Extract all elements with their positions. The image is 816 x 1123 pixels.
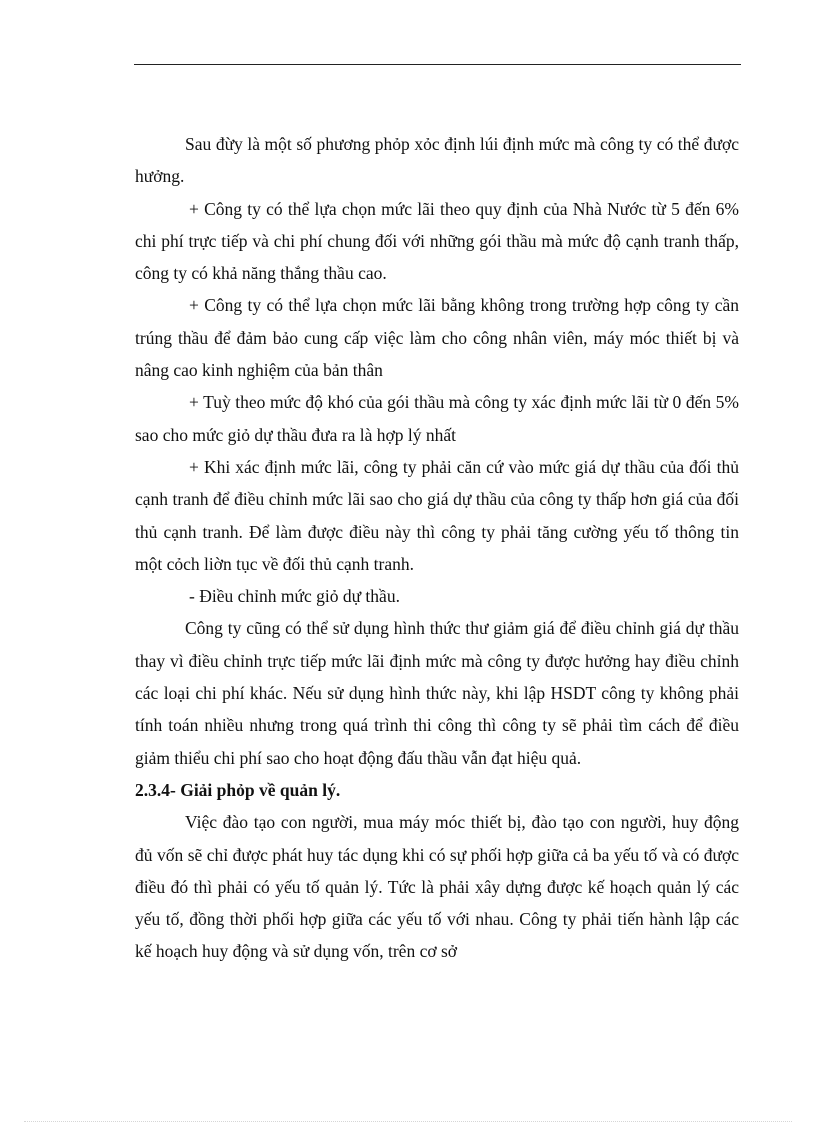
paragraph-intro: Sau đừy là một số phương phỏp xỏc định lúi định mức mà công ty có thể được hưởng. xyxy=(135,134,739,187)
page-bottom-rule xyxy=(24,1121,792,1122)
section-heading: 2.3.4- Giải phỏp về quản lý. xyxy=(135,779,341,800)
paragraph-option-1: + Công ty có thể lựa chọn mức lãi theo quy định của Nhà Nước từ 5 đến 6% chi phí trực tiếp và chi phí chung đối với những gói thầu mà mức độ cạnh tranh thấp, công ty có khả năng thắng thầu cao. xyxy=(135,198,739,284)
paragraph-management: Việc đào tạo con người, mua máy móc thiết bị, đào tạo con người, huy động đủ vốn sẽ chỉ được phát huy tác dụng khi có sự phối hợp giữa cả ba yếu tố và có được điều đó thì phải có yếu tố quản lý. Tức là phải xây dựng được kế hoạch quản lý các yếu tố, đồng thời phối hợp giữa các yếu tố với nhau. Công ty phải tiến hành lập các kế hoạch huy động và sử dụng vốn, trên cơ sở xyxy=(135,812,739,962)
paragraph-option-3: + Tuỳ theo mức độ khó của gói thầu mà công ty xác định mức lãi từ 0 đến 5% sao cho mức giỏ dự thầu đưa ra là hợp lý nhất xyxy=(135,392,739,445)
paragraph-option-4: + Khi xác định mức lãi, công ty phải căn cứ vào mức giá dự thầu của đối thủ cạnh tranh để điều chỉnh mức lãi sao cho giá dự thầu của công ty thấp hơn giá của đối thủ cạnh tranh. Để làm được điều này thì công ty phải tăng cường yếu tố thông tin một cỏch liờn tục về đối thủ cạnh tranh. xyxy=(135,456,739,574)
paragraph-option-2: + Công ty có thể lựa chọn mức lãi bằng không trong trường hợp công ty cần trúng thầu để đảm bảo cung cấp việc làm cho công nhân viên, máy móc thiết bị và nâng cao kinh nghiệm của bản thân xyxy=(135,295,739,381)
paragraph-subheading: - Điều chỉnh mức giỏ dự thầu. xyxy=(189,586,400,607)
paragraph-price-adjust: Công ty cũng có thể sử dụng hình thức thư giảm giá để điều chỉnh giá dự thầu thay vì điều chỉnh trực tiếp mức lãi định mức mà công ty được hưởng hay điều chỉnh các loại chi phí khác. Nếu sử dụng hình thức này, khi lập HSDT công ty không phải tính toán nhiều nhưng trong quá trình thi công thì công ty sẽ phải tìm cách để điều giảm thiểu chi phí sao cho hoạt động đấu thầu vẫn đạt hiệu quả. xyxy=(135,618,739,768)
document-body xyxy=(135,128,739,968)
header-rule xyxy=(134,64,741,65)
